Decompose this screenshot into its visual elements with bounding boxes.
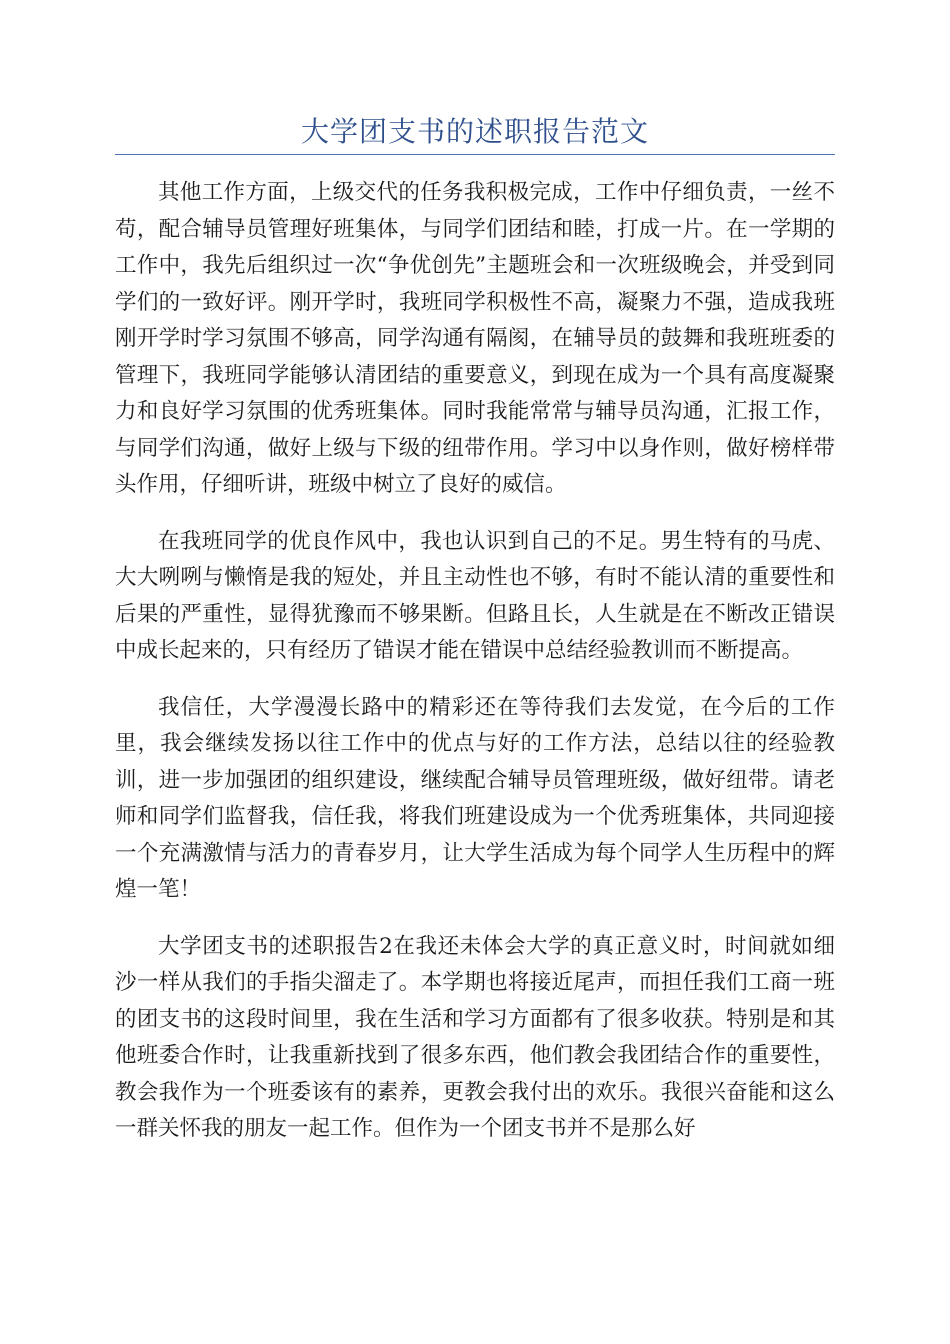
paragraph-1: 其他工作方面，上级交代的任务我积极完成，工作中仔细负责，一丝不苟，配合辅导员管理好班集体，与同学们团结和睦，打成一片。在一学期的工作中，我先后组织过一次“争优创先”主题班会和一次班级晚会，并受到同学们的一致好评。刚开学时，我班同学积极性不高，凝聚力不强，造成我班刚开学时学习氛围不够高，同学沟通有隔阂，在辅导员的鼓舞和我班班委的管理下，我班同学能够认清团结的重要意义，到现在成为一个具有高度凝聚力和良好学习氛围的优秀班集体。同时我能常常与辅导员沟通，汇报工作，与同学们沟通，做好上级与下级的纽带作用。学习中以身作则，做好榜样带头作用，仔细听讲，班级中树立了良好的威信。	[115, 180, 835, 497]
paragraph-3: 我信任，大学漫漫长路中的精彩还在等待我们去发觉，在今后的工作里，我会继续发扬以往工作中的优点与好的工作方法，总结以往的经验教训，进一步加强团的组织建设，继续配合辅导员管理班级，做好纽带。请老师和同学们监督我，信任我，将我们班建设成为一个优秀班集体，共同迎接一个充满激情与活力的青春岁月，让大学生活成为每个同学人生历程中的辉煌一笔！	[115, 694, 835, 902]
paragraph-2: 在我班同学的优良作风中，我也认识到自己的不足。男生特有的马虎、大大咧咧与懒惰是我的短处，并且主动性也不够，有时不能认清的重要性和后果的严重性，显得犹豫而不够果断。但路且长，人生就是在不断改正错误中成长起来的，只有经历了错误才能在错误中总结经验教训而不断提高。	[115, 528, 835, 663]
document-body	[115, 175, 835, 1168]
paragraph-4: 大学团支书的述职报告2在我还未体会大学的真正意义时，时间就如细沙一样从我们的手指尖溜走了。本学期也将接近尾声，而担任我们工商一班的团支书的这段时间里，我在生活和学习方面都有了很多收获。特别是和其他班委合作时，让我重新找到了很多东西，他们教会我团结合作的重要性，教会我作为一个班委该有的素养，更教会我付出的欢乐。我很兴奋能和这么一群关怀我的朋友一起工作。但作为一个团支书并不是那么好	[115, 933, 835, 1141]
document-title: 大学团支书的述职报告范文	[300, 115, 649, 148]
title-underline	[115, 154, 835, 155]
